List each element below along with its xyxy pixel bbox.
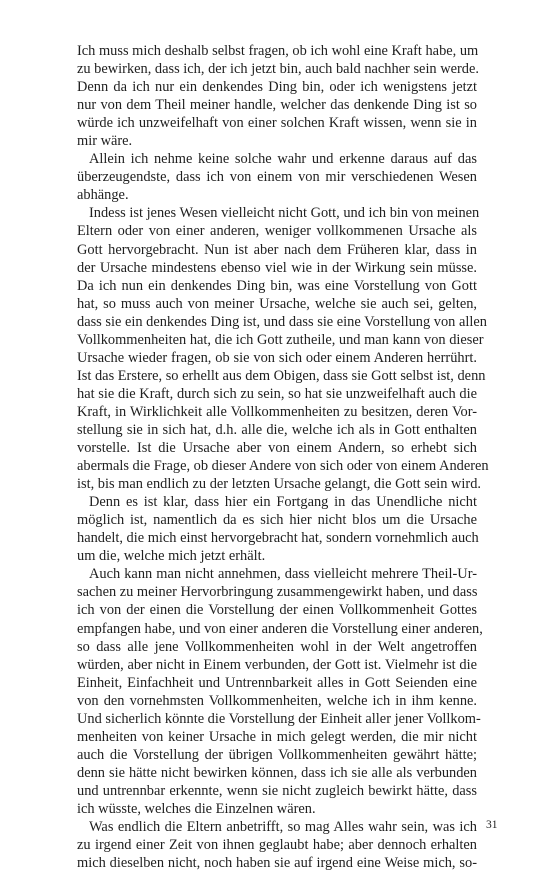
text-line: Ich muss mich deshalb selbst fragen, ob ich wohl eine Kraft habe, um bbox=[77, 43, 479, 59]
text-line: stellung sie in sich hat, d.h. alle die, welche ich als in Gott enthalten bbox=[77, 421, 477, 438]
text-line: Allein ich nehme keine solche wahr und erkenne daraus auf das bbox=[89, 151, 477, 168]
text-line: Auch kann man nicht annehmen, dass vielleicht mehrere Theil-Ur- bbox=[89, 566, 477, 583]
text-line: empfangen habe, und von einer anderen die Vorstellung einer anderen, bbox=[77, 620, 483, 637]
book-page-body bbox=[77, 42, 489, 872]
text-line: dass sie ein denkendes Ding ist, und dass sie eine Vorstellung von allen bbox=[77, 313, 487, 330]
text-line: Kraft, in Wirklichkeit alle Vollkommenheiten zu besitzen, deren Vor- bbox=[77, 403, 477, 420]
text-line: hat sie die Kraft, durch sich zu sein, so hat sie unzweifelhaft auch die bbox=[77, 385, 477, 402]
text-line: menheiten von keiner Ursache in mich gelegt werden, die mir nicht bbox=[77, 728, 477, 745]
text-line: Da ich nun ein denkendes Ding bin, was eine Vorstellung von Gott bbox=[77, 277, 477, 294]
paragraph bbox=[77, 818, 477, 872]
text-line: auch die Vorstellung der übrigen Vollkommenheiten gewährt hätte; bbox=[77, 746, 477, 763]
text-line: abermals die Frage, ob dieser Andere von sich oder von einem Anderen bbox=[77, 458, 489, 475]
text-line: möglich ist, namentlich da es sich hier nicht blos um die Ursache bbox=[77, 512, 477, 529]
text-line: Was endlich die Eltern anbetrifft, so mag Alles wahr sein, was ich bbox=[89, 819, 477, 836]
text-line: Vollkommenheiten hat, die ich Gott zutheile, und man kann von dieser bbox=[77, 331, 484, 348]
paragraph bbox=[77, 42, 477, 150]
text-line: ich von der einen die Vorstellung der einen Vollkommenheit Gottes bbox=[77, 602, 477, 619]
text-line: Eltern oder von einer anderen, weniger vollkommenen Ursache als bbox=[77, 223, 477, 240]
text-line: vorstelle. Ist die Ursache aber von einem Andern, so erhebt sich bbox=[77, 440, 477, 457]
text-line: ich wüsste, welches die Einzelnen wären. bbox=[77, 800, 316, 817]
text-line: denn sie hätte nicht bewirken können, dass ich sie alle als verbunden bbox=[77, 764, 477, 781]
paragraph bbox=[77, 204, 489, 493]
text-line: würden, aber nicht in Einem verbunden, der Gott ist. Vielmehr ist die bbox=[77, 656, 477, 673]
text-line: um die, welche mich jetzt erhält. bbox=[77, 548, 266, 565]
text-line: von den vornehmsten Vollkommenheiten, welche ich in ihm kenne. bbox=[77, 692, 477, 709]
text-line: Ist das Erstere, so erhellt aus dem Obigen, dass sie Gott selbst ist, denn bbox=[77, 367, 486, 384]
paragraph bbox=[77, 493, 477, 565]
paragraph bbox=[77, 565, 483, 818]
text-line: und untrennbar erkennte, wenn sie nicht zugleich bewirkt hätte, dass bbox=[77, 782, 477, 799]
text-line: Denn es ist klar, dass hier ein Fortgang in das Unendliche nicht bbox=[89, 494, 477, 511]
text-line: mir wäre. bbox=[77, 133, 133, 150]
paragraph bbox=[77, 150, 477, 204]
text-line: sachen zu meiner Hervorbringung zusammengewirkt haben, und dass bbox=[77, 584, 478, 601]
text-line: Ursache wieder fragen, ob sie von sich oder einem Anderen herrührt. bbox=[77, 349, 477, 366]
text-line: mich dieselben nicht, noch haben sie auf irgend eine Weise mich, so- bbox=[77, 855, 477, 872]
text-line: Denn da ich nur ein denkendes Ding bin, oder ich wenigstens jetzt bbox=[77, 79, 477, 96]
text-line: nur von dem Theil meiner handle, welcher das denkende Ding ist so bbox=[77, 97, 477, 114]
text-line: Einheit, Einfachheit und Untrennbarkeit alles in Gott Seienden eine bbox=[77, 674, 477, 691]
text-line: so dass alle jene Vollkommenheiten wohl in der Welt angetroffen bbox=[77, 638, 477, 655]
text-line: Und sicherlich könnte die Vorstellung der Einheit aller jener Vollkom- bbox=[77, 710, 481, 727]
text-line: zu bewirken, dass ich, der ich jetzt bin, auch bald nachher sein werde. bbox=[77, 61, 479, 78]
text-line: abhänge. bbox=[77, 187, 129, 204]
page-number: 31 bbox=[486, 819, 498, 831]
text-line: handelt, die mich einst hervorgebracht hat, sondern vornehmlich auch bbox=[77, 530, 479, 547]
text-line: der Ursache mindestens ebenso viel wie in der Wirkung sein müsse. bbox=[77, 259, 477, 276]
text-line: ist, bis man endlich zu der letzten Ursache gelangt, die Gott sein wird. bbox=[77, 476, 482, 493]
text-line: würde ich unzweifelhaft von einer solchen Kraft wissen, wenn sie in bbox=[77, 115, 477, 132]
text-line: Indess ist jenes Wesen vielleicht nicht Gott, und ich bin von meinen bbox=[89, 205, 480, 222]
text-line: überzeugendste, dass ich von einem von mir verschiedenen Wesen bbox=[77, 169, 477, 186]
text-line: hat, so muss auch von meiner Ursache, welche sie auch sei, gelten, bbox=[77, 295, 477, 312]
text-line: Gott hervorgebracht. Nun ist aber nach dem Früheren klar, dass in bbox=[77, 241, 477, 258]
text-line: zu irgend einer Zeit von ihnen geglaubt habe; aber dennoch erhalten bbox=[77, 837, 477, 854]
